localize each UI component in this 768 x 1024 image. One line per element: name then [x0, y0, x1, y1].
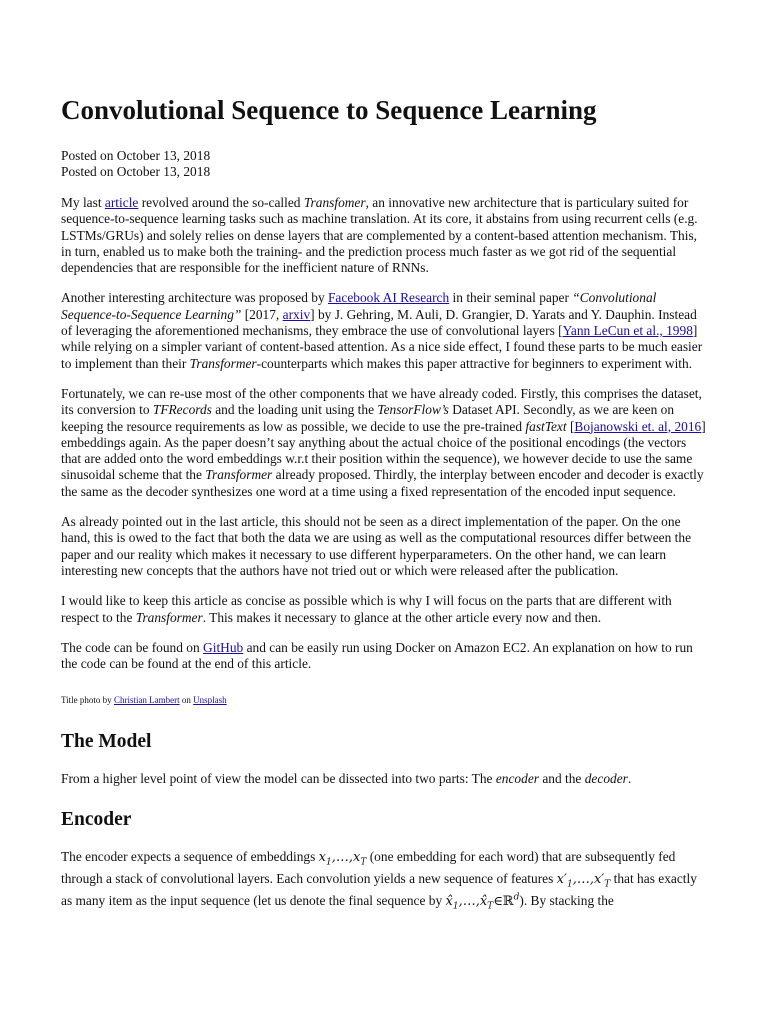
paragraph-reuse — [61, 386, 707, 500]
text: I would like to keep this article as concise as possible which is why I will focus on the parts that are different with respect to the — [61, 593, 672, 625]
text: and can be easily run using Docker on Amazon EC2. An explanation on how to run the code can be found at the end of this article. — [61, 639, 693, 672]
text: , an innovative new architecture that is particulary suited for sequence-to-sequence learning tasks such as machine translation. At its core, it abstains from using recurrent cells (e.g. LSTMs/GRUs) and solely relies on dense layers that are complemented by a content-based attention mechanism. This, in turn, enabled us to make both the training- and the prediction process much faster as we got rid of the sequential dependencies that are responsible for the inefficient nature of RNNs. — [61, 195, 698, 276]
emphasis: Transformer — [205, 467, 273, 483]
emphasis: TensorFlow’s — [377, 402, 449, 418]
paragraph-architecture — [61, 290, 707, 371]
text: on — [179, 695, 194, 706]
section-heading-model: The Model — [61, 731, 152, 753]
section-heading-encoder: Encoder — [61, 808, 132, 830]
emphasis: fastText — [525, 418, 567, 434]
posted-date: Posted on October 13, 2018 — [61, 164, 211, 179]
lecun-link[interactable]: Yann LeCun et al., 1998 — [562, 323, 693, 339]
emphasis: decoder — [584, 771, 628, 787]
text: ] while relying on a simpler variant of content-based attention. As a nice side effect, I found these parts to be much easier to implement than their — [61, 323, 703, 371]
text: ] by J. Gehring, M. Auli, D. Grangier, D. Yarats and Y. Dauphin. Instead of leveraging the aforementioned mechanisms, they embrace the use of convolutional layers [ — [61, 306, 697, 339]
bojanowski-link[interactable]: Bojanowski et. al, 2016 — [574, 418, 702, 434]
text: . — [627, 771, 632, 787]
emphasis: Transfomer — [303, 195, 366, 210]
paragraph-disclaimer: As already pointed out in the last article, this should not be seen as a direct implementation of the paper. On the one hand, this is owed to the fact that both the data we are using as well as the computational resources differ between the paper and our reality which makes it necessary to use different hyperparameters. On the other hand, we can learn interesting new concepts that the authors have not tried out or which were released after the publication. — [61, 514, 692, 578]
text: [2017, — [241, 306, 283, 322]
text: (one embedding for each word) that are subsequently fed through a stack of convolutional layers. Each convolution yields a new sequence of features — [61, 848, 676, 886]
text: Another interesting architecture was proposed by — [61, 290, 328, 306]
text: that has exactly as many item as the input sequence (let us denote the final sequence by — [61, 870, 697, 908]
text: Dataset API. Secondly, as we are keen on keeping the resource requirements as low as possible, we decide to use the pre-trained — [61, 402, 675, 434]
post-meta — [61, 148, 707, 180]
facebook-ai-research-link[interactable]: Facebook AI Research — [327, 290, 450, 306]
math-feature-sequence: $x'_1,\dots,x'_T$ — [556, 871, 611, 890]
article-title: Convolutional Sequence to Sequence Learning — [61, 95, 597, 125]
text: . This makes it necessary to glance at the other article every now and then. — [202, 609, 602, 625]
photo-credit — [61, 694, 707, 706]
encoder-body — [61, 846, 707, 912]
text: [ — [566, 418, 575, 434]
text: The code can be found on — [61, 639, 204, 655]
article-link[interactable]: article — [104, 195, 139, 210]
text: -counterparts which makes this paper attractive for beginners to experiment with. — [256, 355, 693, 371]
text: The encoder expects a sequence of embeddings — [61, 848, 319, 864]
emphasis: Transformer — [135, 609, 203, 625]
paragraph-encoder — [61, 846, 707, 912]
text: From a higher level point of view the model can be dissected into two parts: The — [61, 771, 496, 787]
text: ). By stacking the — [519, 892, 614, 908]
github-link[interactable]: GitHub — [203, 639, 244, 655]
paragraph-code — [61, 640, 707, 673]
text: in their seminal paper — [449, 290, 573, 306]
emphasis: TFRecords — [152, 402, 212, 418]
emphasis: Transformer — [189, 355, 257, 371]
text: already proposed. Thirdly, the interplay between encoder and decoder is exactly the same as the decoder synthesizes one word at a time using a fixed representation of the encoded input sequence. — [61, 467, 704, 499]
paragraph-concise — [61, 593, 707, 626]
posted-date: Posted on October 13, 2018 — [61, 148, 211, 163]
text: Title photo by — [61, 695, 114, 706]
text: Fortunately, we can re-use most of the other components that we have already coded. Firstly, this comprises the dataset, its conversion to — [61, 385, 702, 418]
text: and the — [538, 771, 585, 787]
arxiv-link[interactable]: arxiv — [282, 306, 311, 322]
math-element-of: ∈ℝ$^d$ — [493, 892, 520, 909]
math-input-sequence: $x_1,\dots,x_T$ — [318, 849, 367, 868]
photographer-link[interactable]: Christian Lambert — [113, 695, 180, 706]
emphasis: “Convolutional Sequence-to-Sequence Learning” — [61, 290, 657, 322]
paragraph-model — [61, 771, 707, 787]
text: and the loading unit using the — [211, 402, 378, 418]
unsplash-link[interactable]: Unsplash — [193, 695, 227, 706]
text: ] embeddings again. As the paper doesn’t say anything about the actual choice of the positional encodings (the vectors that are added onto the word embeddings w.r.t their position within the sequence), we however decide to use the same sinusoidal scheme that the — [61, 418, 706, 483]
paragraph-intro — [61, 195, 707, 276]
math-final-sequence: $x̂_1,\dots,x̂_T$ — [445, 893, 494, 912]
text: My last — [61, 195, 105, 210]
text: revolved around the so-called — [138, 195, 304, 210]
emphasis: encoder — [495, 771, 539, 787]
